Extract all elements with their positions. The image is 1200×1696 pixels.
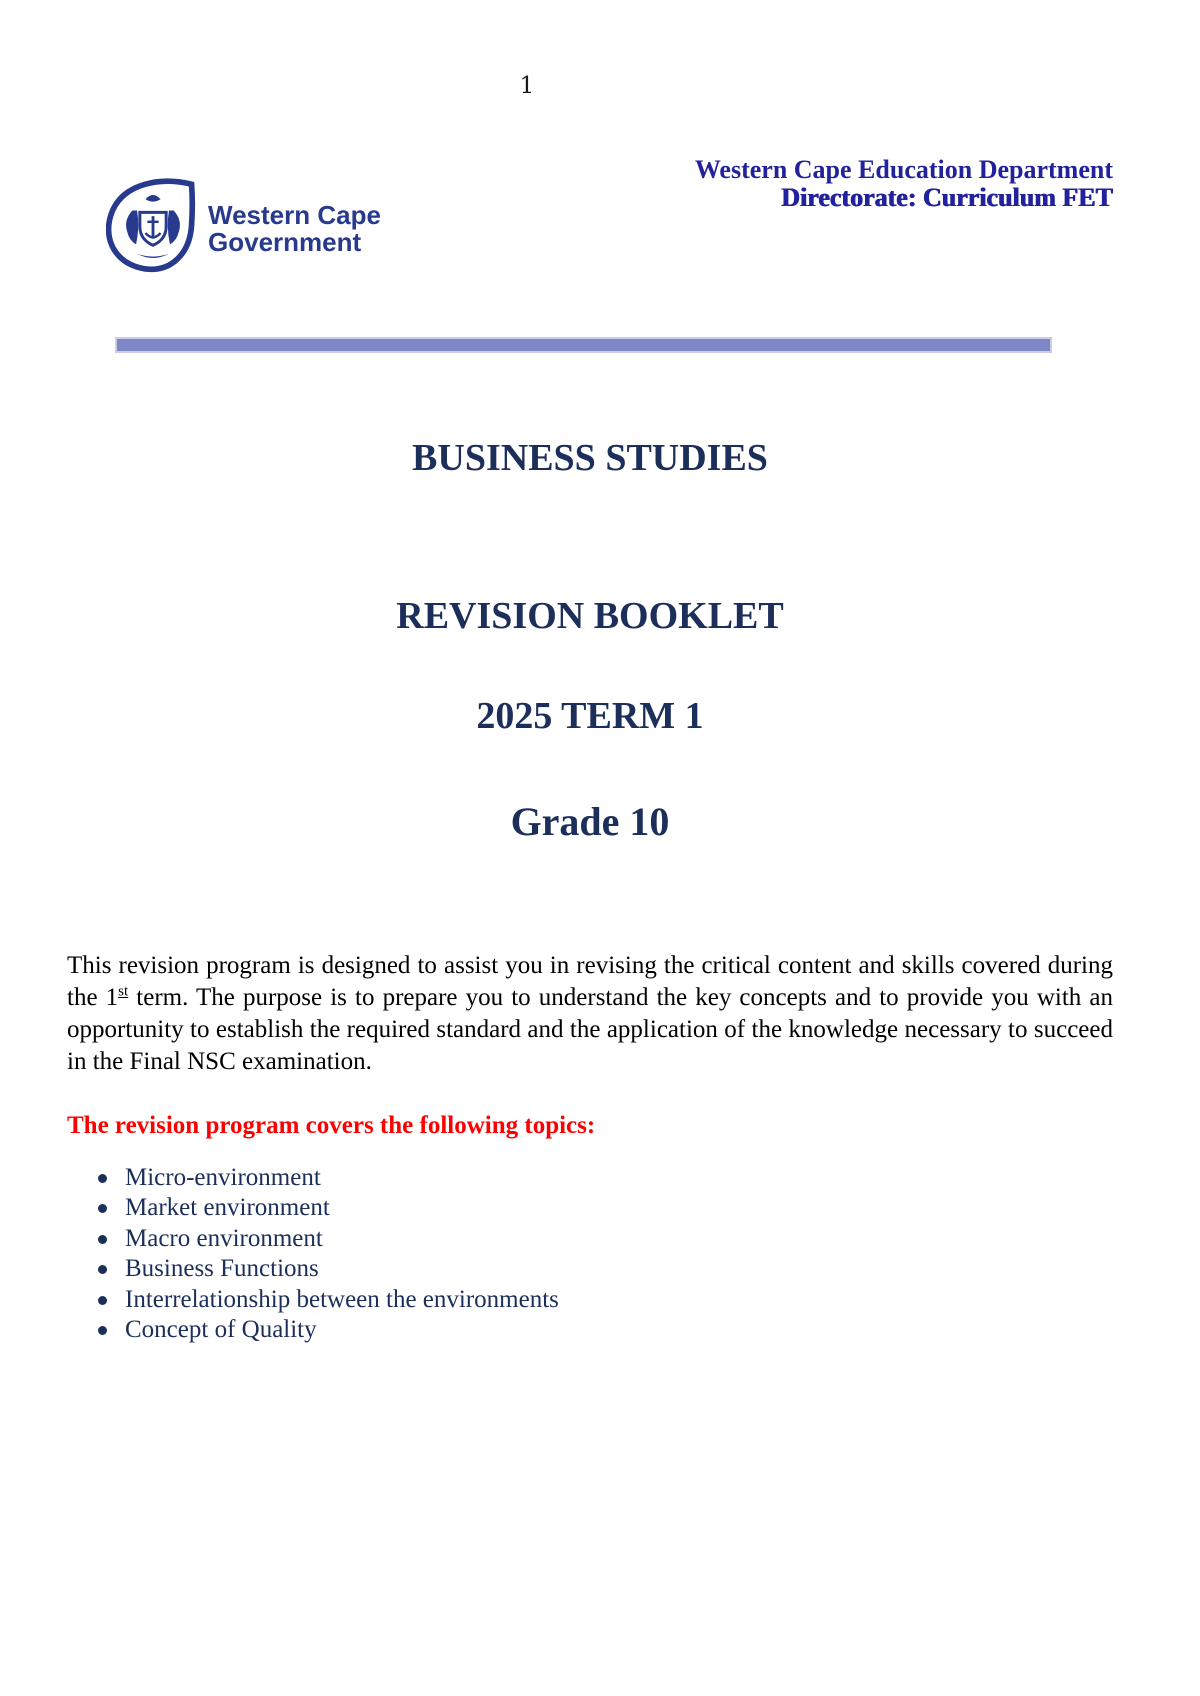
logo-line-government: Government	[208, 227, 362, 257]
doc-type-title: REVISION BOOKLET	[396, 595, 784, 637]
topic-label: Market environment	[125, 1194, 330, 1222]
topics-heading: The revision program covers the following topics:	[67, 1112, 596, 1139]
bullet-icon	[98, 1326, 107, 1335]
topic-label: Concept of Quality	[125, 1315, 317, 1343]
bullet-icon	[98, 1296, 107, 1305]
bullet-icon	[98, 1204, 107, 1213]
topic-item-market-environment	[67, 1193, 1113, 1223]
intro-text-end: term. The purpose is to prepare you to understand the key concepts and to provide you with an opportunity to establish the required standard and the application of the knowledge necessary to succeed in the Final NSC examination.	[67, 984, 1113, 1075]
topic-item-interrelationship	[67, 1285, 1113, 1315]
intro-text-start: This revision program is designed to assist you in revising the critical content and skills covered during the 1	[67, 952, 1113, 1011]
topic-item-macro-environment	[67, 1224, 1113, 1254]
divider-bar	[115, 337, 1052, 353]
page-number: 1	[519, 73, 535, 99]
logo-line-western-cape: Western Cape	[208, 200, 381, 230]
topic-label: Interrelationship between the environments	[125, 1285, 559, 1313]
grade-title: Grade 10	[510, 799, 670, 844]
term-title: 2025 TERM 1	[476, 695, 704, 737]
bullet-icon	[98, 1174, 107, 1183]
topic-label: Micro-environment	[125, 1164, 321, 1191]
directorate-name: Directorate: Curriculum FET	[781, 182, 1113, 212]
bullet-icon	[98, 1235, 107, 1244]
department-name: Western Cape Education Department	[694, 155, 1113, 184]
intro-paragraph	[67, 950, 1113, 1078]
topic-label: Business Functions	[125, 1255, 319, 1283]
topics-list	[67, 1163, 1113, 1345]
department-header	[695, 156, 1113, 211]
coat-of-arms-emblem-icon	[106, 178, 200, 275]
topic-item-micro-environment	[67, 1163, 1113, 1193]
ordinal-superscript: st	[118, 983, 129, 1000]
bullet-icon	[98, 1265, 107, 1274]
subject-title: BUSINESS STUDIES	[412, 437, 768, 479]
logo-wordmark	[208, 202, 381, 256]
topic-label: Macro environment	[125, 1224, 323, 1252]
topic-item-concept-of-quality	[67, 1315, 1113, 1345]
topic-item-business-functions	[67, 1254, 1113, 1284]
